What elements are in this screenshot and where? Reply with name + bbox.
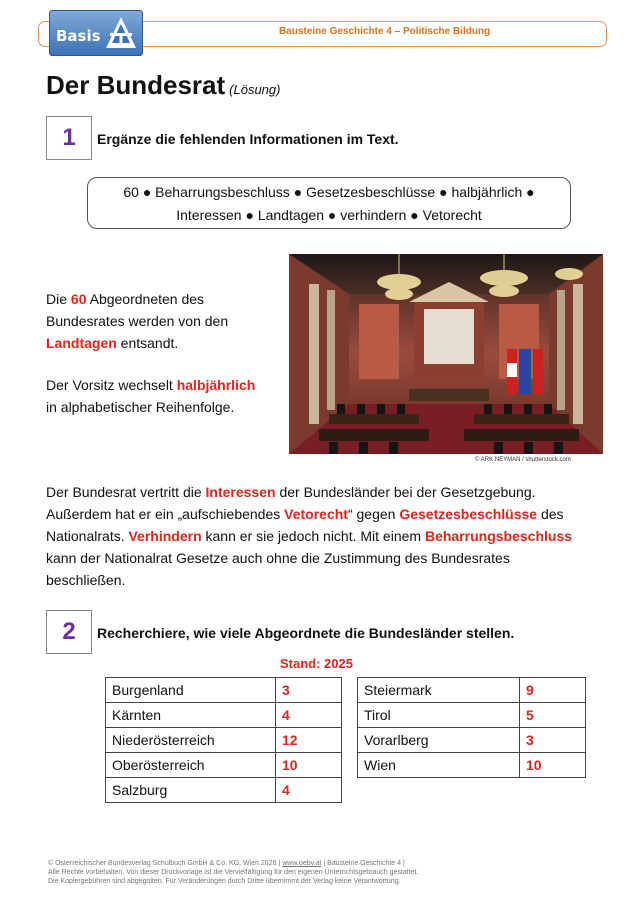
basis-logo: [49, 10, 143, 56]
footer: [48, 859, 418, 886]
paragraph-abgeordnete: [46, 288, 276, 354]
text: beschließen.: [46, 572, 126, 588]
answer-vetorecht: Vetorecht: [284, 506, 348, 522]
table-row: [358, 753, 586, 778]
answer-halbjaehrlich: halbjährlich: [176, 377, 256, 393]
answer-60: 60: [70, 291, 87, 307]
logo-text: Basis: [56, 27, 101, 45]
text: kann er sie jedoch nicht. Mit einem: [201, 528, 425, 544]
land-name: Wien: [358, 753, 520, 778]
land-name: Burgenland: [106, 678, 276, 703]
table-row: [106, 778, 342, 803]
photo-credit: © ARK NEYMAN / shutterstock.com: [475, 457, 571, 463]
text: Der Vorsitz wechselt: [46, 377, 177, 393]
land-name: Tirol: [358, 703, 520, 728]
text: Nationalrats.: [46, 528, 129, 544]
text: in alphabetischer Reihenfolge.: [46, 399, 235, 415]
land-count: 4: [276, 703, 342, 728]
footer-text: Die Kopiergebühren sind abgegolten. Für Veränderungen durch Dritte übernimmt der Verlag keine Verantwortung.: [48, 878, 401, 885]
triangle-logo-icon: [104, 15, 138, 51]
footer-text: | Bausteine Geschichte 4 |: [321, 860, 405, 867]
land-name: Vorarlberg: [358, 728, 520, 753]
land-name: Kärnten: [106, 703, 276, 728]
text: Bundesrates werden von den: [46, 313, 229, 329]
table-row: [358, 703, 586, 728]
title-suffix: (Lösung): [229, 82, 281, 97]
page-title: [46, 70, 280, 101]
land-count: 10: [520, 753, 586, 778]
footer-text: © Österreichischer Bundesverlag Schulbuch GmbH & Co. KG, Wien 2026 |: [48, 860, 283, 867]
land-count: 5: [520, 703, 586, 728]
land-count: 3: [520, 728, 586, 753]
land-name: Salzburg: [106, 778, 276, 803]
land-count: 4: [276, 778, 342, 803]
table-row: [358, 728, 586, 753]
paragraph-bundesrat: [46, 481, 606, 591]
bundesrat-chamber-photo: [289, 254, 603, 454]
table-row: [358, 678, 586, 703]
text: Der Bundesrat vertritt die: [46, 484, 206, 500]
paragraph-vorsitz: [46, 374, 276, 418]
word-bank-line-2: Interessen ● Landtagen ● verhindern ● Vetorecht: [176, 207, 482, 223]
text: Außerdem hat er ein „aufschiebendes: [46, 506, 285, 522]
answer-beharrungsbeschluss: Beharrungsbeschluss: [424, 528, 573, 544]
text: Die: [46, 291, 71, 307]
text: “ gegen: [347, 506, 400, 522]
answer-interessen: Interessen: [205, 484, 276, 500]
table-row: [106, 678, 342, 703]
title-main: Der Bundesrat: [46, 70, 226, 100]
task-number-1: 1: [46, 116, 92, 160]
footer-text: Alle Rechte vorbehalten. Von dieser Druckvorlage ist die Vervielfältigung für den eigenen Unterrichtsgebrauch gestattet.: [48, 869, 419, 876]
land-count: 3: [276, 678, 342, 703]
word-bank: [87, 177, 571, 229]
table-row: [106, 753, 342, 778]
word-bank-line-1: 60 ● Beharrungsbeschluss ● Gesetzesbeschlüsse ● halbjährlich ●: [123, 184, 535, 200]
land-count: 12: [276, 728, 342, 753]
land-count: 10: [276, 753, 342, 778]
task1-instruction: Ergänze die fehlenden Informationen im Text.: [97, 131, 399, 147]
table-bundeslaender-left: [105, 677, 342, 803]
text: kann der Nationalrat Gesetze auch ohne die Zustimmung des Bundesrates: [46, 550, 510, 566]
answer-landtagen: Landtagen: [46, 335, 117, 351]
series-title: Bausteine Geschichte 4 – Politische Bildung: [279, 26, 491, 37]
table-bundeslaender-right: [357, 677, 586, 778]
publisher-link[interactable]: www.oebv.at: [282, 860, 322, 867]
land-name: Niederösterreich: [106, 728, 276, 753]
stand-label: Stand: 2025: [280, 656, 353, 671]
task2-instruction: Recherchiere, wie viele Abgeordnete die Bundesländer stellen.: [97, 625, 515, 641]
land-count: 9: [520, 678, 586, 703]
text: des: [537, 506, 564, 522]
land-name: Steiermark: [358, 678, 520, 703]
answer-gesetzesbeschluesse: Gesetzesbeschlüsse: [399, 506, 538, 522]
land-name: Oberösterreich: [106, 753, 276, 778]
task-number-2: 2: [46, 610, 92, 654]
table-row: [106, 728, 342, 753]
text: der Bundesländer bei der Gesetzgebung.: [275, 484, 536, 500]
answer-verhindern: Verhindern: [128, 528, 202, 544]
text: entsandt.: [116, 335, 179, 351]
text: Abgeordneten des: [86, 291, 205, 307]
table-row: [106, 703, 342, 728]
